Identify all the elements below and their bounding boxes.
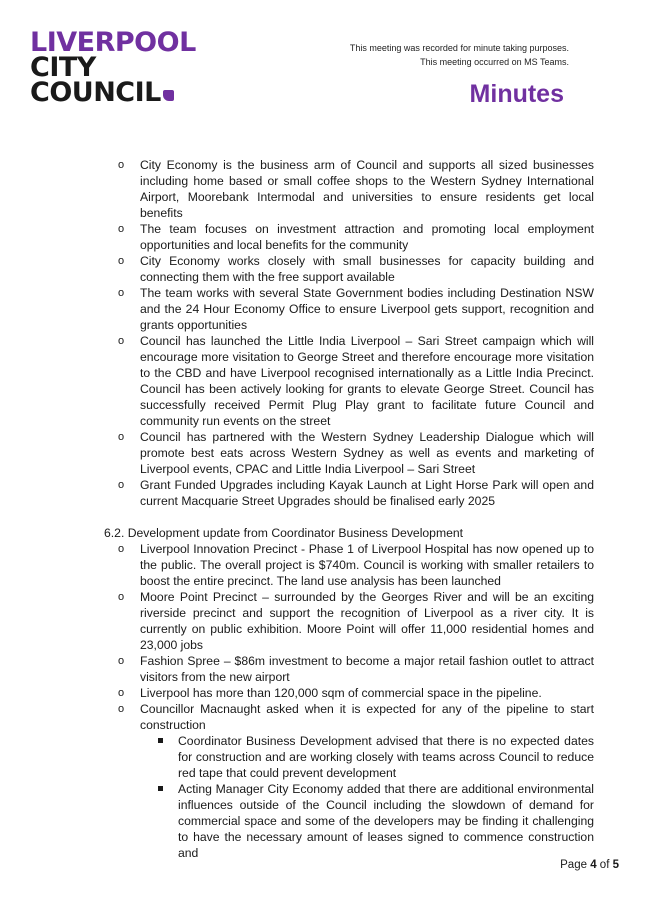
list-item: o Liverpool Innovation Precinct - Phase 1 of Liverpool Hospital has now opened up to the public. The overall project is $740m. Council is working with smaller retailers to boost the entire precinct. The land use analysis has been launched bbox=[104, 541, 594, 589]
list-item-text: Councillor Macnaught asked when it is expected for any of the pipeline to start construction bbox=[140, 702, 594, 732]
list-item: o Council has launched the Little India Liverpool – Sari Street campaign which will encourage more visitation to George Street and therefore encourage more visitation to the CBD and have Liverpool recognised internationally as a Little India Precinct. Council has been actively looking for grants to elevate George Street. Council has successfully received Permit Plug Play grant to facilitate future Council and community run events on the street bbox=[104, 333, 594, 429]
development-update-list bbox=[104, 541, 594, 861]
of-word: of bbox=[599, 859, 610, 871]
minutes-body bbox=[104, 157, 594, 861]
total-pages: 5 bbox=[612, 859, 619, 871]
sub-list-item: Acting Manager City Economy added that there are additional environmental influences outside of the Council including the slowdown of demand for commercial space and some of the developers may be finding it challenging to have the necessary amount of leases signed to commence construction and bbox=[140, 781, 594, 861]
list-item: o City Economy is the business arm of Council and supports all sized businesses including home based or small coffee shops to the Western Sydney International Airport, Moorebank Intermodal and universities to ensure residents get local benefits bbox=[104, 157, 594, 221]
sub-list bbox=[140, 733, 594, 861]
list-item: o Grant Funded Upgrades including Kayak Launch at Light Horse Park will open and current Macquarie Street Upgrades should be finalised early 2025 bbox=[104, 477, 594, 509]
logo-line-city: CITY bbox=[30, 52, 96, 83]
logo-line-council-text: COUNCIL bbox=[30, 77, 161, 108]
city-economy-list bbox=[104, 157, 594, 509]
header-notes bbox=[350, 41, 569, 69]
recording-note: This meeting was recorded for minute taking purposes. bbox=[349, 43, 569, 53]
council-logo bbox=[30, 27, 196, 108]
list-item: o Council has partnered with the Western Sydney Leadership Dialogue which will promote best eats across Western Sydney as well as events and marketing of Liverpool events, CPAC and Little India Liverpool – Sari Street bbox=[104, 429, 594, 477]
list-item: o Fashion Spree – $86m investment to become a major retail fashion outlet to attract visitors from the new airport bbox=[104, 653, 594, 685]
page-word: Page bbox=[560, 859, 587, 871]
list-item: o Liverpool has more than 120,000 sqm of commercial space in the pipeline. bbox=[104, 685, 594, 701]
current-page: 4 bbox=[590, 859, 597, 871]
logo-line-liverpool: LIVERPOOL bbox=[30, 27, 196, 58]
section-heading: 6.2. Development update from Coordinator Business Development bbox=[104, 526, 464, 540]
teams-note: This meeting occurred on MS Teams. bbox=[420, 57, 569, 67]
list-item: o Moore Point Precinct – surrounded by the Georges River and will be an exciting riverside precinct and support the recognition of Liverpool as a river city. It is currently on public exhibition. Moore Point will offer 11,000 residential homes and 23,000 jobs bbox=[104, 589, 594, 653]
list-item: o The team works with several State Government bodies including Destination NSW and the 24 Hour Economy Office to ensure Liverpool gets support, recognition and grants opportunities bbox=[104, 285, 594, 333]
sub-list-item: Coordinator Business Development advised that there is no expected dates for construction and are working closely with teams across Council to reduce red tape that could prevent development bbox=[140, 733, 594, 781]
list-item-with-subitems bbox=[104, 701, 594, 861]
logo-line-council bbox=[30, 77, 196, 108]
logo-speech-mark-icon bbox=[163, 90, 174, 101]
page-number bbox=[560, 859, 619, 871]
page-title: Minutes bbox=[469, 80, 564, 108]
list-item: o City Economy works closely with small businesses for capacity building and connecting them with the free support available bbox=[104, 253, 594, 285]
list-item: o The team focuses on investment attraction and promoting local employment opportunities and local benefits for the community bbox=[104, 221, 594, 253]
